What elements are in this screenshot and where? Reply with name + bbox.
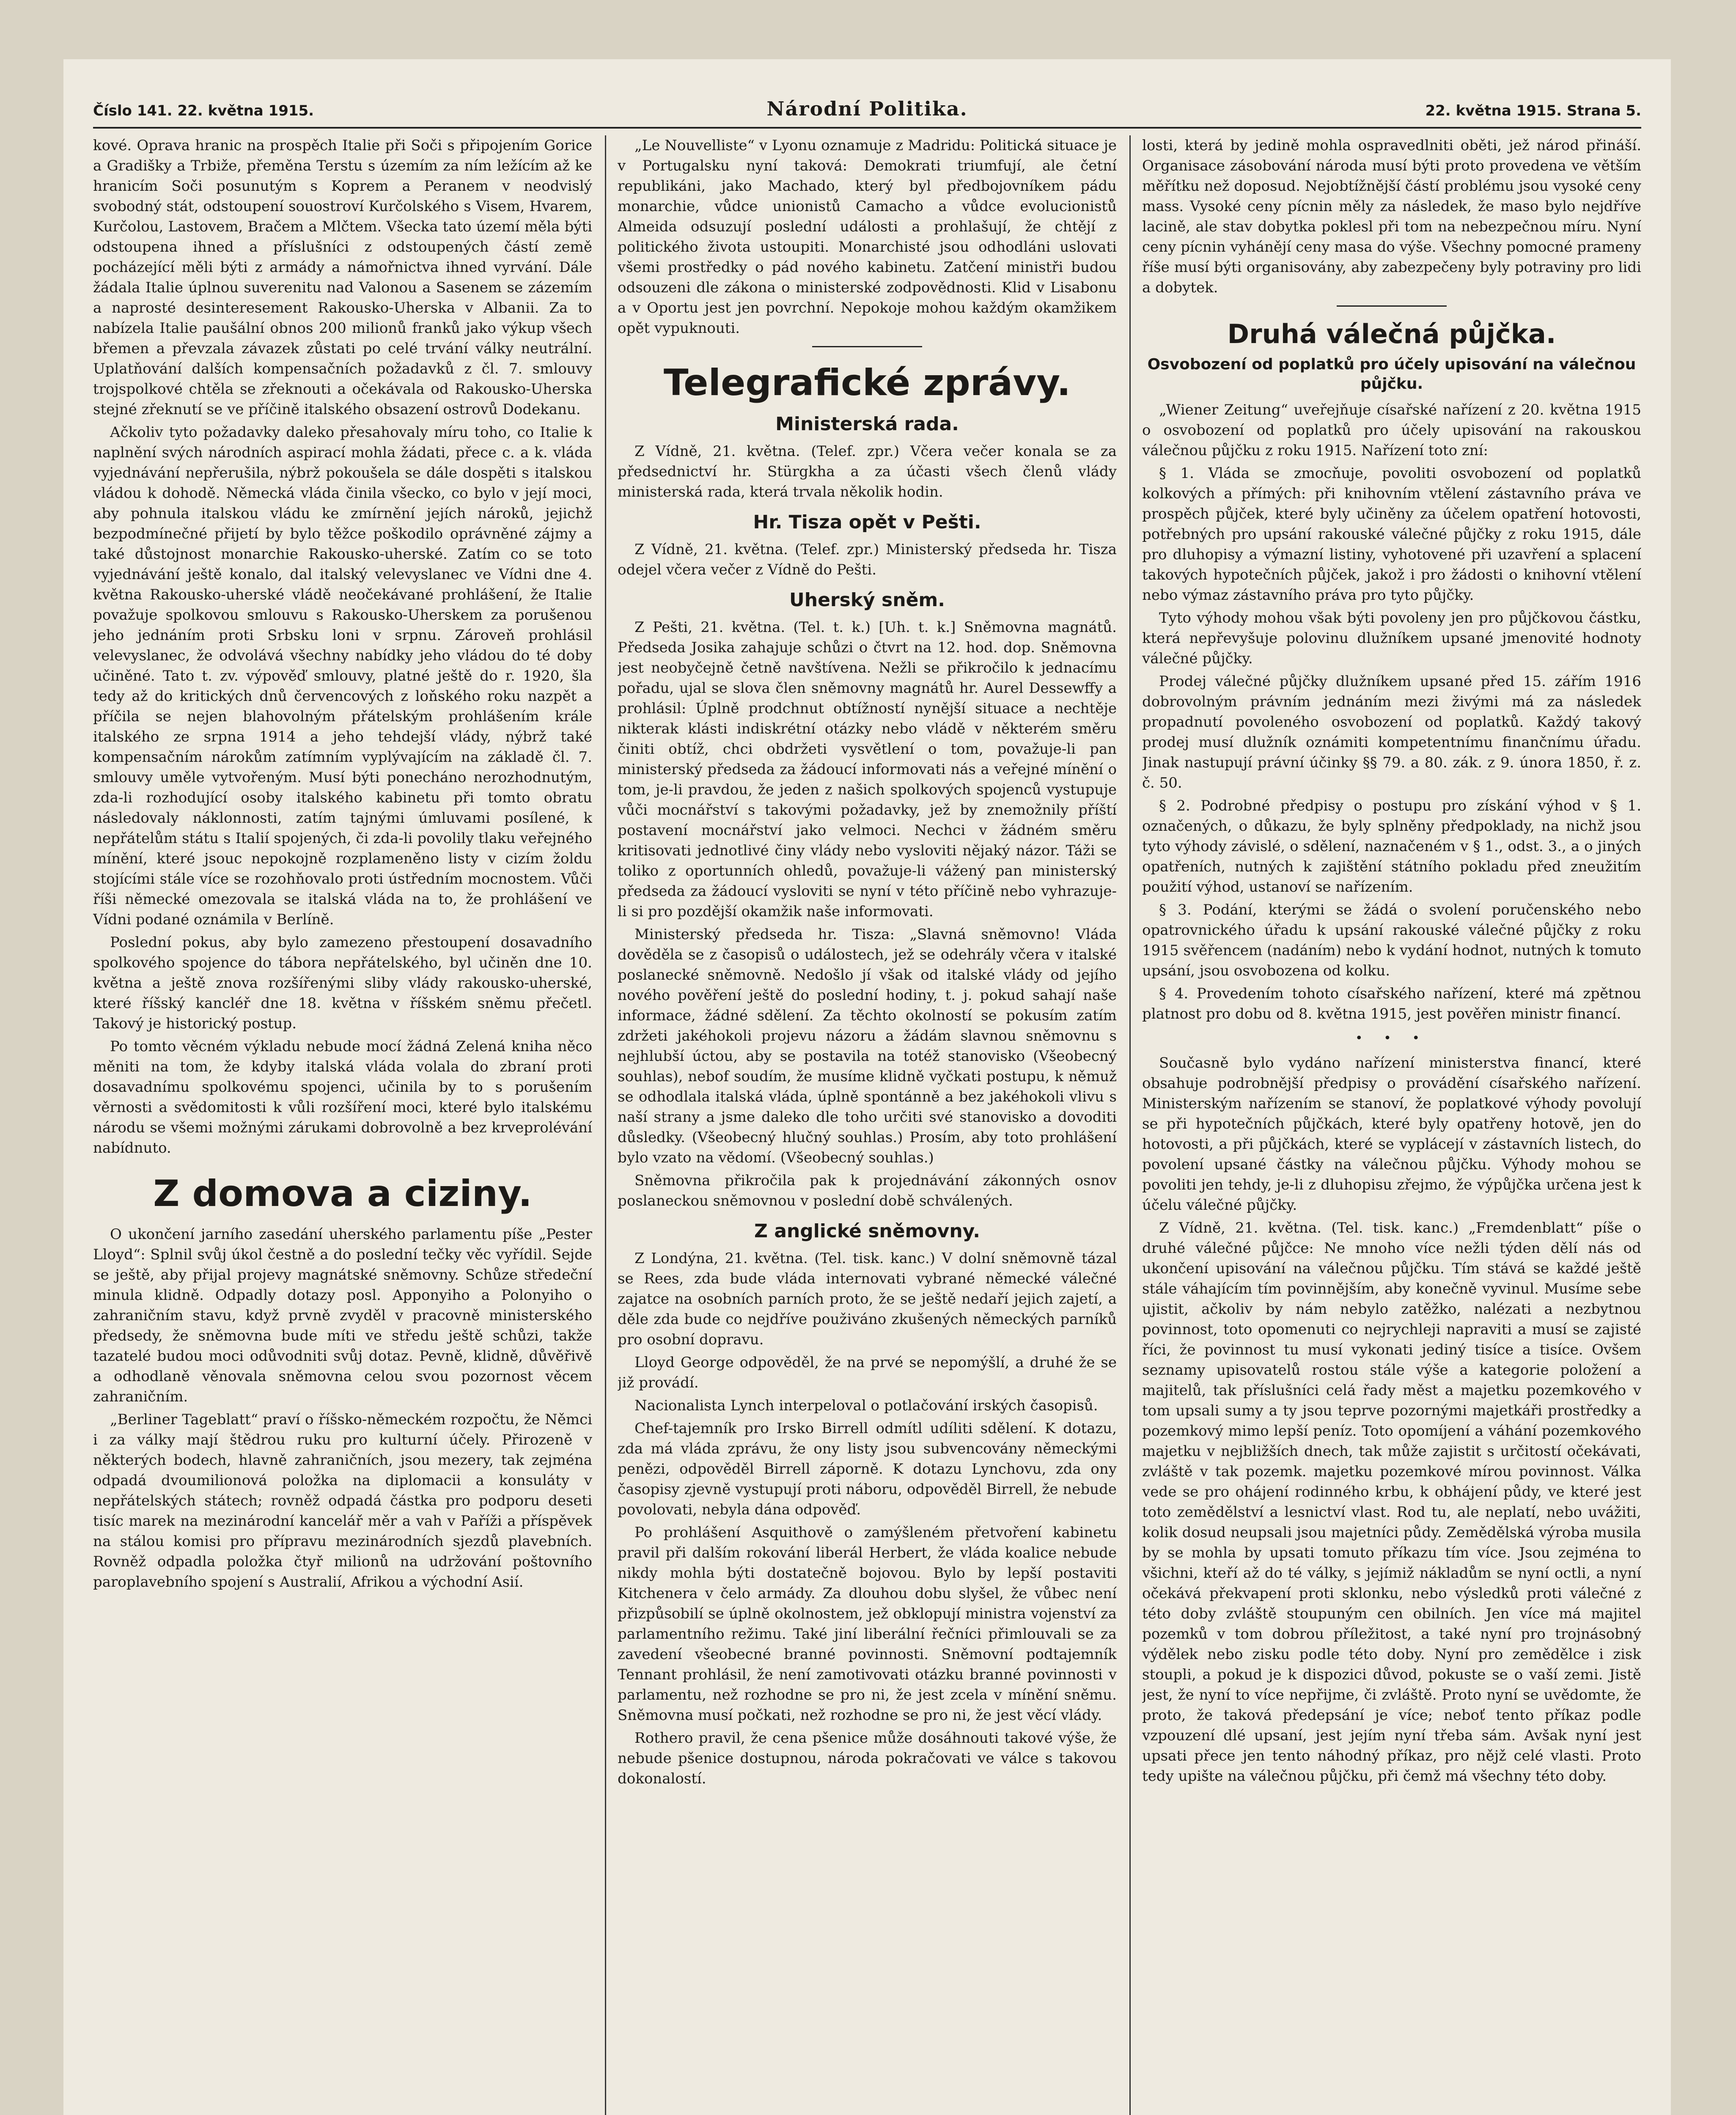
column-2 [618,135,1117,2115]
article-text: Z Vídně, 21. května. (Telef. zpr.) Včera večer konala se za předsednictví hr. Stürgkha a za účasti všech členů vlády ministerská rada, která trvala několik hodin. [618,443,1117,500]
subheadline: Osvobození od poplatků pro účely upisování na válečnou půjčku. [1147,356,1636,393]
headline: Ministerská rada. [775,413,959,435]
headline: Z anglické sněmovny. [754,1220,980,1242]
article-text: Rothero pravil, že cena pšenice může dosáhnouti takové výše, že nebude pšenice dostupnou, národa pokračovati ve válce s takovou dokonalostí. [618,1730,1117,1787]
article-text: § 3. Podání, kterými se žádá o svolení poručenského nebo opatrovnického úřadu k upsání rakouské válečné půjčky z roku 1915 svěřencem (nadáním) nebo k vydání hodnot, nutných k tomuto upsání, jsou osvobozena od kolku. [1142,901,1641,979]
article-text: Prodej válečné půjčky dlužníkem upsané před 15. zářím 1916 dobrovolným právním jednáním mezi živými má za následek propadnutí povoleného osvobození od poplatků. Každý takový prodej musí dlužník oznámiti kompetentnímu finančnímu úřadu. Jinak nastupují právní účinky §§ 79. a 80. zák. z 9. února 1850, ř. z. č. 50. [1142,673,1641,791]
article-text: Ministerský předseda hr. Tisza: „Slavná sněmovno! Vláda dověděla se z časopisů o událostech, jež se odehrály včera v italské poslanecké sněmovně. Nedošlo jí však od italské vlády od jejího nového pověření ještě do poslední hodiny, t. j. pokud sahají naše informace, žádné sdělení. Za těchto okolností se pokusím zatím zdržeti jakéhokoli projevu názoru a žádám slavnou sněmovnu s nejhlubší úctou, aby se postavila na totéž stanovisko (Všeobecný souhlas), nebof soudím, že musíme klidně vyčkati postupu, k němuž se odhodlala italská vláda, úplně spontánně a bez jakéhokoli vlivu s naší strany a jsme daleko dle toho určiti své stanovisko a dovoditi důsledky. (Všeobecný hlučný souhlas.) Prosím, aby toto prohlášení bylo vzato na vědomí. (Všeobecný souhlas.) [618,926,1117,1166]
article-text: Z Vídně, 21. května. (Telef. zpr.) Ministerský předseda hr. Tisza odejel včera večer z Vídně do Pešti. [618,541,1117,578]
article-text: Současně bylo vydáno nařízení ministerstva financí, které obsahuje podrobnější předpisy o provádění císařského nařízení. Ministerským nařízením se stanoví, že poplatkové výhody povolují se při hypotečních půjčkách, které byly opatřeny hotově, jen do hotovosti, a při půjčkách, které se vyplácejí v zástavních listech, do povolení upsané částky na válečnou půjčku. Výhody mohou se povoliti jen tehdy, je-li z dluhopisu zřejmo, že výpůjčka určena jest k účelu válečné půjčky. [1142,1055,1641,1214]
article-text: Po tomto věcném výkladu nebude mocí žádná Zelená kniha něco měniti na tom, že kdyby italská vláda volala do zbraní proti dosavadnímu spolkovému spojenci, učinila by to s porušením věrnosti a svědomitosti k vůli rozšíření moci, které bylo italskému národu se všemi možnými zárukami dobrovolně a bez krveprolévání nabídnuto. [93,1038,592,1156]
issue-info: Číslo 141. 22. května 1915. [93,102,314,119]
section-title-war-loan: Druhá válečná půjčka. [1227,319,1556,349]
divider [1337,305,1447,307]
section-separator: • • • [1355,1031,1428,1046]
masthead: Národní Politika. [766,97,968,120]
article-text: Po prohlášení Asquithově o zamýšleném přetvoření kabinetu pravil při dalším rokování liberál Herbert, že vláda koalice nebude nikdy mohla býti dostatečně bojovou. Bylo by lepší postaviti Kitchenera v čelo armády. Za dlouhou dobu slyšel, že vůbec není přizpůsobilí se úplně okolnostem, jež obklopují ministra vojenství za parlamentního režimu. Také jiní liberální řečníci přimlouvali se za zavedení všeobecné branné povinnosti. Sněmovní podtajemník Tennant prohlásil, že není zamotivovati otázku branné povinnosti v parlamentu, než rozhodne se pro ni, že jest zcela v mínění sněmu. Sněmovna musí počkati, než rozhodne se pro ni, že jest věcí vlády. [618,1524,1117,1724]
article-text: § 2. Podrobné předpisy o postupu pro získání výhod v § 1. označených, o důkazu, že byly splněny předpoklady, na nichž jsou tyto výhody závislé, o sdělení, naznačeném v § 1., odst. 3., a o jiných opatřeních, nutných k zajištění státního pokladu před zneužitím použití výhod, ustanoví se nařízením. [1142,797,1641,895]
section-title-domestic: Z domova a ciziny. [153,1173,532,1215]
article-text: Chef-tajemník pro Irsko Birrell odmítl udíliti sdělení. K dotazu, zda má vláda zprávu, že ony listy jsou subvencovány německými penězi, odpověděl Birrell záporně. K dotazu Lynchovu, zda ony časopisy zjevně vystupují proti náboru, odpověděl Birrell, že nebude povolovati, nebyla dána odpověď. [618,1420,1117,1518]
article-text: losti, která by jedině mohla ospravedlniti oběti, jež národ přináší. Organisace zásobování národa musí býti proto provedena ve větším měřítku než doposud. Nejobtížnější částí problému jsou vysoké ceny mass. Vysoké ceny pícnin měly za následek, že maso bylo nejdříve lacině, ale stav dobytka poklesl při tom na nebezpečnou míru. Nyní ceny pícnin vyhánějí ceny masa do výše. Všechny pomocné prameny říše musí býti organisovány, aby zabezpečeny byly potraviny pro lidi a dobytek. [1142,137,1641,296]
article-text: Z Londýna, 21. května. (Tel. tisk. kanc.) V dolní sněmovně tázal se Rees, zda bude vláda internovati vybrané německé válečné zajatce na osobních parních proto, že se ještě nedaří jejich zajetí, a děle zda bude co nejdříve použiváno zkušených německých parníků pro osobní dopravu. [618,1250,1117,1348]
article-text: „Berliner Tageblatt“ praví o říšsko-německém rozpočtu, že Němci i za války mají štědrou ruku pro kulturní účely. Přirozeně v některých bodech, hlavně zahraničních, jsou mezery, tak zejména odpadá dvoumilionová položka na diplomacii a konsuláty v nepřátelských státech; rovněž odpadá částka pro podporu deseti tisíc marek na mezinárodní kancelář měr a vah v Paříži a příspěvek na stálou komisi pro přípravu mezinárodních sjezdů plavebních. Rovněž odpadla položka čtyř milionů na udržování poštovního paroplavebního spojení s Australií, Afrikou a východní Asií. [93,1411,592,1590]
page-info: 22. května 1915. Strana 5. [1425,102,1641,119]
article-text: kové. Oprava hranic na prospěch Italie při Soči s připojením Gorice a Gradišky a Trbiže, přeměna Terstu s územím za ním ležícím až ke hranicím Soči posunutým s Koprem a Peranem v neodvislý svobodný stát, odstoupení souostroví Kurčolského s Visem, Hvarem, Kurčolou, Lastovem, Bračem a Mlčtem. Všecka tato území měla býti odstoupena ihned a příslušníci z odstoupených částí země pocházející měli býti z armády a námořnictva ihned vyrvání. Dále žádala Italie úplnou suverenitu nad Valonou a Sasenem se zázemím a naprosté desinteresement Rakousko-Uherska v Albanii. Za to nabízela Italie paušální obnos 200 milionů franků jako výkup všech břemen a převzala závazek zůstati po celé trvání války neutrální. Uplatňování dalších kompensačních požadavků z čl. 7. smlouvy trojspolkové chtěla se zřeknouti a očekávala od Rakousko-Uherska stejné zřeknutí se ve příčině italského obsazení ostrovů Dodekanu. [93,137,592,418]
article-text: „Le Nouvelliste“ v Lyonu oznamuje z Madridu: Politická situace je v Portugalsku nyní taková: Demokrati triumfují, ale četní republikáni, jako Machado, který byl předbojovníkem pádu monarchie, vůdce unionistů Camacho a vůdce evolucionistů Almeida odsuzují poslední události a prohlašují, že chtějí z politického života ustoupiti. Monarchisté jsou odhodláni uslovati všemi prostředky o pád nového kabinetu. Zatčení ministři budou odsouzeni dle zákona o ministerské zodpovědnosti. Klid v Lisabonu a v Oportu jest jen povrchní. Nepokoje mohou každým okamžikem opět vypuknouti. [618,137,1117,337]
divider [812,346,922,347]
article-text: § 4. Provedením tohoto císařského nařízení, které má zpětnou platnost pro dobu od 8. května 1915, jest pověřen ministr financí. [1142,985,1641,1022]
header-rule [93,127,1641,129]
article-text: Tyto výhody mohou však býti povoleny jen pro půjčkovou částku, která nepřevyšuje polovinu dlužníkem upsané jmenovité hodnoty válečné půjčky. [1142,610,1641,667]
column-divider [1129,135,1131,2115]
column-divider [605,135,606,2115]
column-3 [1142,135,1641,2115]
article-text: Z Vídně, 21. května. (Tel. tisk. kanc.) „Fremdenblatt“ píše o druhé válečné půjčce: Ne mnoho více nežli týden dělí nás od ukončení upisování na válečnou půjčku. Tím stává se každé ještě stále váhajícím tím povinnějším, aby konečně vyvinul. Musíme sebe ujistit, ačkoliv by nám nebylo zatěžko, nalézati a nezbytnou povinnost, toto opomenuti co nejrychleji napraviti a musí se zajisté říci, že povinnost tu musí vykonati jediný tisíce a tisíce. Ovšem seznamy upisovatelů rostou stále výše a kategorie položení a majitelů, tak příslušníci celá řady měst a majetku pozemkového v tom upsali sumy a ty jsou teprve pozornými majetkáři prostředky a pozemkový mimo lepší peníz. Toto opomíjení a váhání pozemkového majetku v nejbližších dnech, tak může zajistit s určitostí očekávati, zvláště v tak pozemk. majetku pozemkové mírou povinnost. Válka vede se pro ohájení rodinného krbu, k obhájení půdy, ve které jest toto zemědělství a lesnictví vlast. Rod tu, ale neplatí, nebo uvážiti, kolik dosud neupsali jsou majetníci půdy. Zemědělská výroba musila by se mohla by upsati tomuto příkazu tím více. Jsou zejména to všichni, kteří až do té války, s jejímiž nákladům se nyní octli, a nyní očekává překvapení proti sklonku, nebo výsledků proti válečné z této doby zvláště stoupuným cen obilních. Jen více má majitel pozemků v tom dobrou příležitost, a také nyní pro trojnásobný výdělek nebo zisku podle této doby. Nyní pro zemědělce i zisk stoupli, a pokud je k dispozici důvod, pokuste se o vaší zemi. Jistě jest, že nyní to více nepřijme, či zvláště. Proto nyní se uvědomte, že proto, že taková předepsání je více; neboť tento příkaz podle vzpouzení dlé upsaní, jest jejím nyní třeba sám. Avšak nyní jest upsati přece jen tento náhodný příkaz, pro nějž celé vlasti. Proto tedy upište na válečnou půjčku, při čemž má všechny této doby. [1142,1220,1641,1785]
section-title-telegraph: Telegrafické zprávy. [663,362,1071,404]
article-text: Ačkoliv tyto požadavky daleko přesahovaly míru toho, co Italie k naplnění svých národních aspirací mohla žádati, přece c. a k. vláda vyjednávání nepřerušila, nýbrž pokoušela se dále dospěti s italskou vládou k dohodě. Německá vláda činila všecko, co bylo v její moci, aby pohnula italskou vládu ke zmírnění jejích nároků, jejichž bezpodmínečné přijetí by bylo těžce poškodilo oprávněné zájmy a také důstojnost monarchie Rakousko-uherské. Zatím co se toto vyjednávání ještě konalo, dal italský velevyslanec ve Vídni dne 4. května Rakousko-uherské vládě neočekávané prohlášení, že Italie považuje spolkovou smlouvu s Rakousko-Uherskem za porušenou jeho jednáním proti Srbsku loni v srpnu. Zároveň prohlásil velevyslanec, že odvolává všechny nabídky jeho vládou do té doby učiněné. Tato t. zv. výpověď smlouvy, platné ještě do r. 1920, šla tedy až do kritických dnů červencových z loňského roku nazpět a příčila se nejen blahovolným přátelským prohlášením krále italského ze srpna 1914 a jeho tehdejší vlády, nýbrž také kompensačním nárokům zatímním vyplývajícím na základě čl. 7. smlouvy uměle vytvořeným. Musí býti ponecháno nerozhodnutým, zda-li rozhodující osoby italského kabinetu při tomto obratu následovaly náklonnosti, zatím tajnými úmluvami posílené, k nepřátelům státu s Italií spojených, či zda-li povolily tlaku veřejného mínění, které jsouc nepokojně rozplameněno listy v cizím žoldu stojícími stále více se rozohňovalo proti ústředním mocnostem. Vůči říši německé omezovala se italská vláda na to, že prohlášení ve Vídni podané oznámila v Berlíně. [93,424,592,928]
article-text: Nacionalista Lynch interpeloval o potlačování irských časopisů. [635,1397,1098,1414]
article-text: „Wiener Zeitung“ uveřejňuje císařské nařízení z 20. května 1915 o osvobození od poplatků pro účely upisování na rakouskou válečnou půjčku z roku 1915. Nařízení toto zní: [1142,401,1641,459]
article-text: Sněmovna přikročila pak k projednávání zákonných osnov poslaneckou sněmovnou v poslední době schválených. [618,1172,1117,1209]
page-header [93,97,1641,123]
article-text: Z Pešti, 21. května. (Tel. t. k.) [Uh. t. k.] Sněmovna magnátů. Předseda Josika zahajuje schůzi o čtvrt na 12. hod. dop. Sněmovna jest neobyčejně četně navštívena. Nežli se přikročilo k jednacímu pořadu, ujal se slova člen sněmovny magnátů hr. Aurel Dessewffy a prohlásil: Úplně prodchnut obtížností nynější situace a nechtěje nikterak klásti indiskrétní otázky nebo vládě v některém směru činiti obtíž, chci obdržeti vysvětlení o tom, považuje-li pan ministerský předseda za žádoucí informovati nás a veřejné mínění o tom, je-li pravdou, že jeden z našich spolkových spojenců vystupuje vůči mocnářství s takovými požadavky, jež by znemožnily příští postavení mocnářství jako velmoci. Nechci v žádném směru kritisovati jednotlivé činy vlády nebo vysloviti nějaký názor. Táži se toliko z oportunních ohledů, považuje-li vážený pan ministerský předseda za žádoucí vysloviti se nyní v této příčině nebo vyhrazuje-li si pro pozdější okamžik naše informovati. [618,619,1117,920]
article-text: Lloyd George odpověděl, že na prvé se nepomýšlí, a druhé že se již provádí. [618,1354,1117,1391]
article-text: § 1. Vláda se zmocňuje, povoliti osvobození od poplatků kolkových a přímých: při knihovním vtělení zástavního práva ve prospěch půjček, které byly učiněny za účelem opatření hotovosti, potřebných pro upsání rakouské válečné půjčky z roku 1915, dále pro dluhopisy a výmazní listiny, vyhotovené při uzavření a splacení takových hypotečních půjček, jakož i pro žádosti o knihovní vtělení nebo výmaz zástavního práva pro tyto půjčky. [1142,465,1641,604]
newspaper-page [63,59,1671,2115]
article-text: Poslední pokus, aby bylo zamezeno přestoupení dosavadního spolkového spojence do tábora nepřátelského, byl učiněn dne 10. května a ještě znova rozšířenými sliby vlády rakousko-uherské, které říšský kancléř dne 18. května v říšském sněmu přečetl. Takový je historický postup. [93,934,592,1032]
headline: Hr. Tisza opět v Pešti. [753,511,981,533]
column-1 [93,135,592,2115]
headline: Uherský sněm. [789,589,945,611]
article-text: O ukončení jarního zasedání uherského parlamentu píše „Pester Lloyd“: Splnil svůj úkol čestně a do poslední tečky věc vyřídil. Sejde se ještě, aby přijal projevy magnátské sněmovny. Schůze středeční minula klidně. Odpadly dotazy posl. Apponyiho a Polonyiho o zahraničním stavu, když prvně zvyděl v pracovně ministerského předsedy, že sněmovna bude míti ve středu ještě schůzi, takže tazatelé budou moci odůvodniti svůj dotaz. Pevně, klidně, důvěřivě a odhodlaně věnovala sněmovna celou svou pozornost věcem zahraničním. [93,1226,592,1405]
